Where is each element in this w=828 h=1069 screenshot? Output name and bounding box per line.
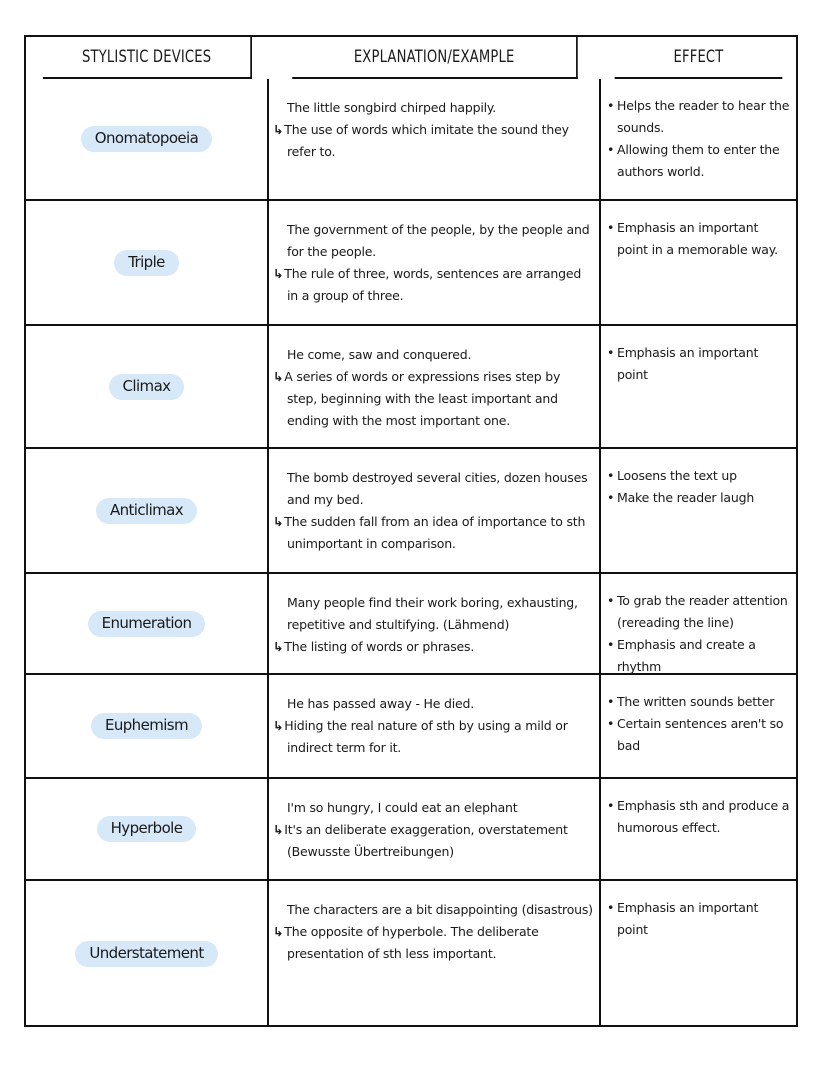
header-effect	[615, 37, 783, 79]
arrow-return-icon: ↳	[273, 924, 284, 939]
example-text: The little songbird chirped happily.	[287, 100, 497, 115]
effect-item: • Allowing them to enter the authors world.	[607, 139, 792, 183]
explanation-cell	[269, 574, 601, 675]
definition-text: The rule of three, words, sentences are arranged in a group of three.	[284, 266, 582, 303]
definition-line	[273, 366, 593, 432]
effect-list	[607, 897, 792, 941]
arrow-return-icon: ↳	[273, 266, 284, 281]
example-text: The characters are a bit disappointing (disastrous)	[287, 902, 593, 917]
device-name: Anticlimax	[96, 498, 197, 524]
example-text: Many people find their work boring, exhausting, repetitive and stultifying. (Lähmend)	[287, 595, 578, 632]
effect-item: • Helps the reader to hear the sounds.	[607, 95, 792, 139]
effect-cell	[601, 201, 796, 326]
definition-text: Hiding the real nature of sth by using a mild or indirect term for it.	[284, 718, 568, 755]
effect-cell	[601, 574, 796, 675]
example-text: The government of the people, by the people and for the people.	[287, 222, 590, 259]
example-text: He come, saw and conquered.	[287, 347, 472, 362]
effect-item: • Emphasis an important point in a memorable way.	[607, 217, 792, 261]
explanation-cell	[269, 449, 601, 574]
device-name: Hyperbole	[97, 816, 197, 842]
device-cell	[26, 779, 269, 881]
example-text: I'm so hungry, I could eat an elephant	[287, 800, 518, 815]
effect-item: • To grab the reader attention (rereading the line)	[607, 590, 792, 634]
effect-item: • Emphasis and create a rhythm	[607, 634, 792, 675]
header-effect-label: EFFECT	[673, 47, 724, 67]
device-name: Onomatopoeia	[81, 126, 212, 152]
device-name: Euphemism	[91, 713, 202, 739]
effect-list	[607, 795, 792, 839]
device-name: Understatement	[75, 941, 217, 967]
device-cell	[26, 881, 269, 1027]
device-cell	[26, 326, 269, 449]
effect-item: • Loosens the text up	[607, 465, 792, 487]
arrow-return-icon: ↳	[273, 718, 284, 733]
header-explanation-label: EXPLANATION/EXAMPLE	[353, 47, 515, 67]
example-text: The bomb destroyed several cities, dozen houses and my bed.	[287, 470, 588, 507]
effect-cell	[601, 881, 796, 1027]
arrow-return-icon: ↳	[273, 639, 284, 654]
effect-list	[607, 465, 792, 509]
device-cell	[26, 79, 269, 201]
definition-text: It's an deliberate exaggeration, overstatement (Bewusste Übertreibungen)	[284, 822, 568, 859]
explanation-cell	[269, 79, 601, 201]
effect-list	[607, 217, 792, 261]
definition-line	[273, 921, 593, 965]
device-cell	[26, 449, 269, 574]
explanation-cell	[269, 675, 601, 779]
effect-item: • Emphasis sth and produce a humorous effect.	[607, 795, 792, 839]
effect-item: • Emphasis an important point	[607, 897, 792, 941]
explanation-cell	[269, 779, 601, 881]
effect-item: • Make the reader laugh	[607, 487, 792, 509]
definition-line	[273, 119, 593, 163]
definition-text: The listing of words or phrases.	[284, 639, 475, 654]
explanation-cell	[269, 201, 601, 326]
device-cell	[26, 201, 269, 326]
definition-text: The sudden fall from an idea of importance to sth unimportant in comparison.	[284, 514, 586, 551]
definition-line	[273, 511, 593, 555]
stylistic-devices-table	[24, 35, 798, 1027]
table-grid	[26, 37, 796, 1025]
effect-cell	[601, 326, 796, 449]
header-devices	[43, 37, 252, 79]
effect-cell	[601, 449, 796, 574]
device-name: Triple	[114, 250, 179, 276]
effect-list	[607, 691, 792, 757]
device-name: Enumeration	[88, 611, 206, 637]
explanation-cell	[269, 326, 601, 449]
definition-line	[273, 715, 593, 759]
definition-text: A series of words or expressions rises step by step, beginning with the least important and ending with the most important one.	[284, 369, 561, 428]
device-name: Climax	[109, 374, 185, 400]
header-devices-label: STYLISTIC DEVICES	[81, 47, 212, 67]
effect-item: • Emphasis an important point	[607, 342, 792, 386]
definition-line	[273, 263, 593, 307]
definition-text: The use of words which imitate the sound they refer to.	[284, 122, 569, 159]
effect-list	[607, 342, 792, 386]
definition-line	[273, 636, 593, 658]
example-text: He has passed away - He died.	[287, 696, 475, 711]
effect-list	[607, 95, 792, 183]
arrow-return-icon: ↳	[273, 822, 284, 837]
effect-cell	[601, 779, 796, 881]
device-cell	[26, 675, 269, 779]
definition-line	[273, 819, 593, 863]
device-cell	[26, 574, 269, 675]
arrow-return-icon: ↳	[273, 369, 284, 384]
effect-item: • The written sounds better	[607, 691, 792, 713]
arrow-return-icon: ↳	[273, 514, 284, 529]
effect-item: • Certain sentences aren't so bad	[607, 713, 792, 757]
effect-cell	[601, 675, 796, 779]
effect-list	[607, 590, 792, 675]
effect-cell	[601, 79, 796, 201]
explanation-cell	[269, 881, 601, 1027]
arrow-return-icon: ↳	[273, 122, 284, 137]
definition-text: The opposite of hyperbole. The deliberate presentation of sth less important.	[284, 924, 539, 961]
header-explanation	[292, 37, 578, 79]
